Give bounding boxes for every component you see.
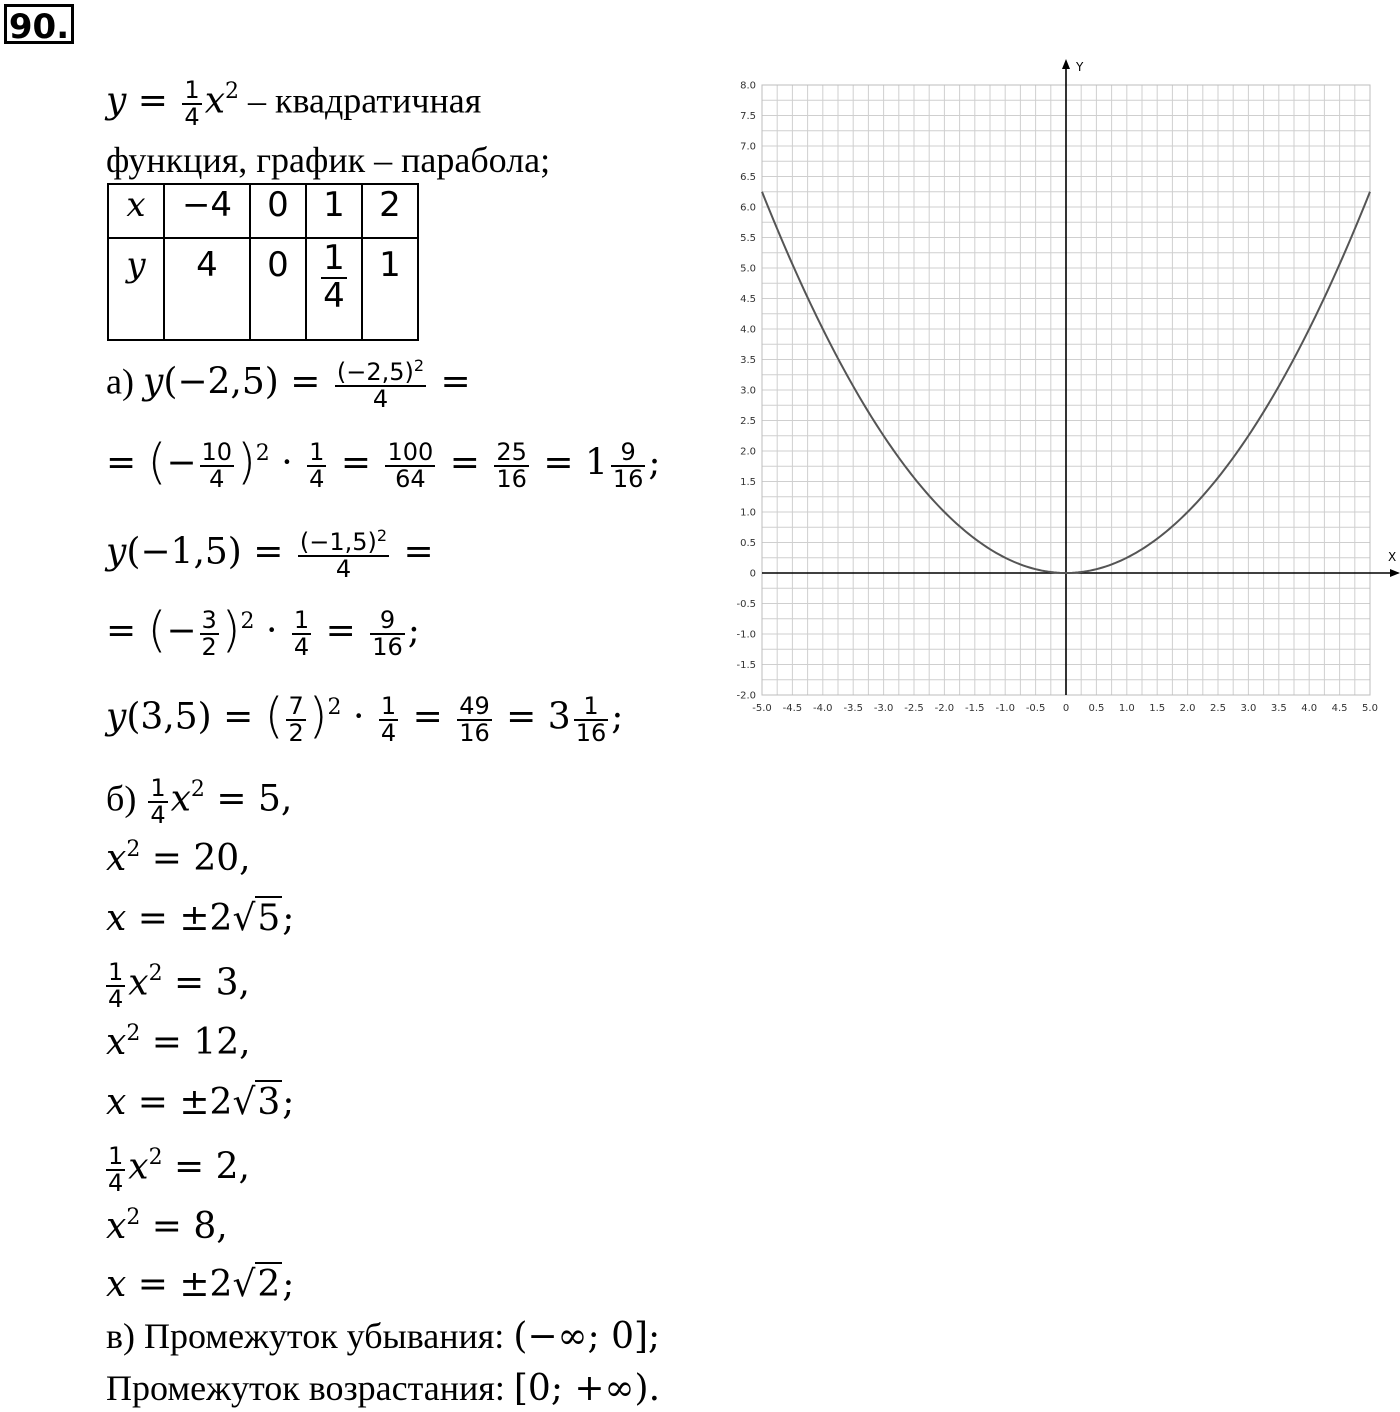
var-x: x bbox=[106, 898, 127, 939]
y-tick-label: 6.5 bbox=[740, 172, 756, 183]
y-label: y bbox=[126, 245, 146, 285]
y-tick-labels bbox=[736, 81, 756, 702]
var-x: x bbox=[204, 80, 225, 122]
equation-rhs: = ±2 bbox=[126, 1264, 233, 1305]
equals: = bbox=[329, 442, 383, 484]
y-tick-label: -0.5 bbox=[736, 599, 756, 610]
fraction-denominator: 4 bbox=[108, 1169, 124, 1198]
var-x: x bbox=[128, 1146, 149, 1188]
equals: = bbox=[126, 80, 180, 122]
func-y: y bbox=[106, 80, 127, 122]
paren-close: ) bbox=[308, 688, 328, 745]
x-axis-label: X bbox=[1388, 550, 1397, 564]
paren-open: ( bbox=[264, 688, 284, 745]
paren-open: ( bbox=[147, 434, 167, 491]
paren-close: ) bbox=[221, 602, 241, 659]
x-tick-label: 2.5 bbox=[1210, 703, 1226, 714]
decrease-interval: (−∞; 0]; bbox=[513, 1316, 661, 1357]
coef-fraction bbox=[182, 78, 201, 130]
part-b-line-7 bbox=[106, 1144, 250, 1196]
fraction-numerator: 100 bbox=[387, 438, 434, 466]
dot: · bbox=[254, 610, 289, 652]
table-cell bbox=[108, 184, 164, 238]
y-tick-label: 2.0 bbox=[740, 446, 756, 458]
table-cell: 4 bbox=[164, 238, 250, 340]
y-tick-label: 1.5 bbox=[740, 477, 756, 488]
x-tick-label: 4.0 bbox=[1301, 703, 1318, 714]
minus: − bbox=[166, 610, 197, 652]
equals: = 1 bbox=[531, 442, 608, 484]
y-tick-label: 5.5 bbox=[740, 233, 756, 244]
part-a-line-2 bbox=[106, 434, 661, 494]
fraction-denominator: 2 bbox=[288, 719, 304, 748]
fraction-denominator: 16 bbox=[496, 465, 527, 494]
var-x: x bbox=[106, 1264, 127, 1305]
table-cell bbox=[306, 238, 362, 340]
y-tick-label: -1.5 bbox=[736, 660, 756, 671]
exponent: 2 bbox=[376, 526, 388, 545]
x-label: x bbox=[126, 185, 146, 225]
argument: (−2,5) = bbox=[163, 361, 332, 403]
exponent: 2 bbox=[327, 695, 342, 721]
x-tick-label: -4.0 bbox=[813, 703, 833, 714]
fraction-numerator: 1 bbox=[108, 958, 124, 986]
equals: = bbox=[106, 610, 148, 652]
intro-line-2: функция, график – парабола; bbox=[106, 140, 551, 180]
fraction-denominator: 4 bbox=[150, 801, 166, 830]
fraction-numerator: 1 bbox=[184, 76, 200, 104]
equals: = bbox=[438, 442, 492, 484]
part-b-line-3 bbox=[106, 900, 294, 937]
values-table bbox=[107, 183, 419, 341]
decrease-label: в) Промежуток убывания: bbox=[106, 1316, 514, 1356]
fraction bbox=[106, 1144, 125, 1196]
sqrt-sign: √ bbox=[232, 1082, 256, 1123]
fraction-numerator: 1 bbox=[380, 692, 397, 720]
equation-rhs: = 3, bbox=[162, 962, 250, 1004]
fraction-numerator: 7 bbox=[288, 692, 304, 720]
dot: · bbox=[269, 442, 305, 484]
increase-interval: [0; +∞). bbox=[513, 1368, 661, 1409]
fraction bbox=[370, 608, 405, 660]
y-tick-label: 4.0 bbox=[740, 324, 756, 336]
equals: = bbox=[314, 610, 368, 652]
semicolon: ; bbox=[611, 696, 624, 738]
equation-rhs: = 8, bbox=[140, 1206, 228, 1247]
part-b-line-9 bbox=[106, 1266, 294, 1303]
var-x: x bbox=[128, 962, 149, 1004]
increase-label: Промежуток возрастания: bbox=[106, 1368, 514, 1408]
part-b-label: б) bbox=[106, 778, 146, 819]
equals: = bbox=[106, 442, 148, 484]
fraction-denominator: 4 bbox=[309, 465, 325, 494]
sqrt-radicand: 2 bbox=[257, 1264, 281, 1305]
x-tick-label: -3.5 bbox=[843, 703, 863, 714]
x-tick-label: -1.5 bbox=[965, 703, 985, 714]
fraction-denominator: 16 bbox=[459, 719, 490, 748]
exponent: 2 bbox=[413, 356, 425, 375]
fraction-numerator: 3 bbox=[201, 606, 217, 634]
numerator-text: (−1,5) bbox=[299, 528, 377, 556]
fraction-numerator: 1 bbox=[574, 694, 609, 721]
part-b-line-2 bbox=[106, 837, 251, 879]
equation-rhs: = 12, bbox=[140, 1022, 251, 1063]
fraction-numerator bbox=[335, 358, 426, 387]
x-tick-label: -4.5 bbox=[782, 703, 803, 714]
exponent: 2 bbox=[148, 961, 163, 987]
fraction-numerator: 9 bbox=[611, 440, 646, 467]
paren-close: ) bbox=[237, 434, 256, 491]
semicolon: ; bbox=[407, 610, 420, 652]
dot: · bbox=[341, 696, 376, 738]
fraction bbox=[200, 440, 235, 492]
fraction-numerator: 10 bbox=[201, 438, 233, 466]
var-x: x bbox=[106, 838, 127, 879]
y-tick-label: 0.5 bbox=[740, 538, 756, 549]
y-tick-label: 1.0 bbox=[740, 507, 756, 519]
var-x: x bbox=[106, 1082, 127, 1123]
parabola-chart bbox=[720, 52, 1400, 722]
x-axis-arrow bbox=[1390, 569, 1400, 577]
fraction-numerator: 1 bbox=[150, 774, 166, 802]
equals: = bbox=[429, 361, 471, 403]
fraction bbox=[385, 440, 435, 492]
exponent: 2 bbox=[190, 777, 205, 803]
exponent: 2 bbox=[255, 441, 270, 467]
x-tick-label: -5.0 bbox=[752, 703, 772, 714]
exponent: 2 bbox=[225, 79, 239, 105]
exponent: 2 bbox=[240, 609, 255, 635]
x-tick-label: -3.0 bbox=[873, 703, 894, 714]
func-y: y bbox=[106, 696, 127, 738]
paren-open: ( bbox=[147, 602, 167, 659]
fraction bbox=[379, 694, 398, 746]
numerator-text: (−2,5) bbox=[336, 358, 414, 386]
x-tick-label: 2.0 bbox=[1179, 703, 1196, 714]
fraction bbox=[307, 440, 326, 492]
fraction bbox=[457, 694, 492, 746]
y-tick-label: 8.0 bbox=[740, 80, 756, 92]
equals: = bbox=[401, 696, 455, 738]
intro-text: – квадратичная bbox=[239, 80, 482, 121]
fraction-denominator: 4 bbox=[323, 275, 345, 316]
fraction-denominator: 16 bbox=[612, 465, 644, 494]
func-y: y bbox=[106, 531, 127, 573]
y-tick-label: 3.5 bbox=[740, 355, 756, 366]
part-a-line-3 bbox=[106, 528, 434, 582]
x-tick-label: -0.5 bbox=[1025, 703, 1046, 714]
fraction-denominator: 4 bbox=[335, 555, 352, 584]
table-cell: 1 bbox=[306, 184, 362, 238]
fraction-numerator: 25 bbox=[496, 438, 527, 466]
x-tick-labels bbox=[752, 703, 1378, 714]
table-cell: 0 bbox=[250, 238, 306, 340]
fraction-denominator: 4 bbox=[108, 985, 124, 1014]
part-b-line-1 bbox=[106, 776, 292, 828]
exponent: 2 bbox=[126, 837, 141, 862]
y-axis-arrow bbox=[1062, 59, 1070, 69]
table-cell: 1 bbox=[362, 238, 418, 340]
equals: = bbox=[392, 531, 434, 573]
y-axis-label: Y bbox=[1076, 60, 1084, 74]
fraction bbox=[574, 694, 609, 746]
y-tick-label: 0 bbox=[749, 568, 756, 580]
table-cell: 0 bbox=[250, 184, 306, 238]
x-tick-label: 3.0 bbox=[1240, 703, 1257, 714]
fraction-denominator: 4 bbox=[380, 719, 397, 748]
x-tick-label: 4.5 bbox=[1331, 703, 1348, 714]
fraction-numerator bbox=[298, 528, 389, 557]
fraction-denominator: 16 bbox=[575, 719, 607, 748]
sqrt-sign: √ bbox=[232, 1264, 256, 1305]
fraction-numerator: 49 bbox=[459, 692, 490, 720]
semicolon: ; bbox=[282, 898, 295, 939]
table-cell bbox=[108, 238, 164, 340]
fraction-numerator: 9 bbox=[370, 608, 405, 635]
x-tick-label: 0.5 bbox=[1088, 703, 1105, 714]
sqrt-radicand: 3 bbox=[257, 1082, 281, 1123]
y-tick-label: 4.5 bbox=[740, 294, 756, 305]
x-tick-label: -1.0 bbox=[995, 703, 1015, 714]
part-b-line-6 bbox=[106, 1084, 294, 1121]
y-tick-label: 5.0 bbox=[740, 263, 756, 275]
equation-rhs: = 5, bbox=[204, 778, 293, 820]
y-tick-label: 3.0 bbox=[740, 385, 756, 397]
semicolon: ; bbox=[282, 1082, 295, 1123]
part-c-line-2 bbox=[106, 1370, 660, 1407]
fraction-denominator: 4 bbox=[184, 103, 200, 132]
equation-rhs: = 20, bbox=[140, 838, 251, 879]
sqrt-radicand: 5 bbox=[257, 898, 281, 939]
fraction-denominator: 64 bbox=[395, 465, 426, 494]
y-tick-label: 2.5 bbox=[740, 416, 756, 427]
intro-line-1 bbox=[106, 78, 481, 130]
var-x: x bbox=[106, 1206, 127, 1247]
argument: (3,5) = bbox=[126, 696, 265, 738]
equation-rhs: = ±2 bbox=[126, 1082, 233, 1123]
y-tick-label: -1.0 bbox=[736, 629, 756, 641]
fraction bbox=[298, 528, 389, 582]
fraction-numerator: 1 bbox=[293, 606, 310, 634]
part-a-line-5 bbox=[106, 688, 624, 748]
fraction bbox=[494, 440, 529, 492]
fraction bbox=[200, 608, 219, 660]
var-x: x bbox=[170, 778, 191, 820]
table-cell: −4 bbox=[164, 184, 250, 238]
fraction-denominator: 2 bbox=[201, 633, 217, 662]
y-tick-label: -2.0 bbox=[736, 690, 756, 702]
fraction-numerator: 1 bbox=[323, 238, 345, 278]
equation-rhs: = 2, bbox=[162, 1146, 250, 1188]
part-b-line-8 bbox=[106, 1205, 228, 1247]
semicolon: ; bbox=[648, 442, 661, 484]
func-y: y bbox=[142, 361, 164, 403]
part-a-line-4 bbox=[106, 602, 420, 662]
exponent: 2 bbox=[126, 1021, 141, 1046]
part-c-line-1 bbox=[106, 1318, 660, 1355]
x-tick-label: 1.0 bbox=[1118, 703, 1135, 714]
table-row-x bbox=[108, 184, 418, 238]
part-a-line-1 bbox=[106, 358, 471, 412]
x-tick-label: 5.0 bbox=[1362, 703, 1378, 714]
table-cell: 2 bbox=[362, 184, 418, 238]
exponent: 2 bbox=[126, 1205, 141, 1230]
exponent: 2 bbox=[148, 1145, 163, 1171]
part-a-label: а) bbox=[106, 361, 143, 402]
minus: − bbox=[166, 442, 197, 484]
fraction-numerator: 1 bbox=[108, 1142, 124, 1170]
fraction-denominator: 4 bbox=[372, 385, 389, 414]
sqrt-sign: √ bbox=[232, 898, 256, 939]
x-tick-label: -2.5 bbox=[904, 703, 924, 714]
part-b-line-4 bbox=[106, 960, 250, 1012]
equals: = 3 bbox=[494, 696, 571, 738]
argument: (−1,5) = bbox=[126, 531, 295, 573]
fraction bbox=[286, 694, 305, 746]
fraction-denominator: 16 bbox=[372, 633, 403, 662]
part-b-line-5 bbox=[106, 1021, 251, 1063]
table-fraction bbox=[321, 238, 347, 316]
y-tick-label: 7.0 bbox=[740, 141, 756, 153]
x-tick-label: 0 bbox=[1062, 703, 1070, 714]
fraction bbox=[148, 776, 167, 828]
table-row-y bbox=[108, 238, 418, 340]
problem-number: 90. bbox=[4, 4, 74, 44]
fraction bbox=[292, 608, 311, 660]
x-tick-label: 3.5 bbox=[1270, 703, 1287, 714]
semicolon: ; bbox=[282, 1264, 295, 1305]
fraction-denominator: 4 bbox=[293, 633, 310, 662]
fraction-denominator: 4 bbox=[209, 465, 225, 494]
var-x: x bbox=[106, 1022, 127, 1063]
x-tick-label: 1.5 bbox=[1149, 703, 1166, 714]
y-tick-label: 6.0 bbox=[740, 202, 756, 214]
y-tick-label: 7.5 bbox=[740, 111, 756, 122]
fraction bbox=[106, 960, 125, 1012]
fraction-numerator: 1 bbox=[309, 438, 325, 466]
fraction bbox=[335, 358, 426, 412]
equation-rhs: = ±2 bbox=[126, 898, 233, 939]
x-tick-label: -2.0 bbox=[934, 703, 955, 714]
fraction bbox=[611, 440, 646, 492]
